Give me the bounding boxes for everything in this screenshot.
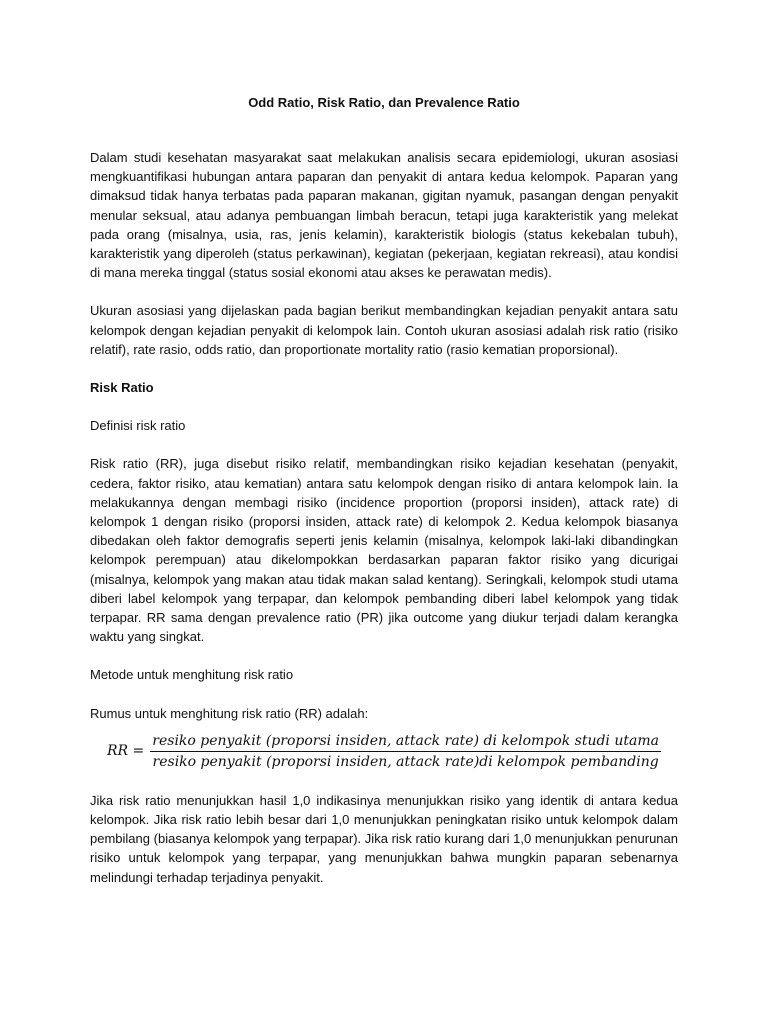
intro-paragraph-1: Dalam studi kesehatan masyarakat saat melakukan analisis secara epidemiologi, ukuran asosiasi mengkuantifikasi hubungan antara paparan dan penyakit di antara kedua kelompok. Paparan yang dimaksud tidak hanya terbatas pada paparan makanan, gigitan nyamuk, pasangan dengan penyakit menular seksual, atau adanya pembuangan limbah beracun, tetapi juga karakteristik yang melekat pada orang (misalnya, usia, ras, jenis kelamin), karakteristik biologis (status kekebalan tubuh), karakteristik yang diperoleh (status perkawinan), kegiatan (pekerjaan, kegiatan rekreasi), atau kondisi di mana mereka tinggal (status sosial ekonomi atau akses ke perawatan medis). [90,150,678,281]
formula-intro: Rumus untuk menghitung risk ratio (RR) adalah: [90,705,369,721]
method-heading: Metode untuk menghitung risk ratio [90,667,294,683]
risk-ratio-heading: Risk Ratio [90,380,154,396]
definition-heading: Definisi risk ratio [90,418,186,434]
interpretation-paragraph: Jika risk ratio menunjukkan hasil 1,0 indikasinya menunjukkan risiko yang identik di antara kedua kelompok. Jika risk ratio lebih besar dari 1,0 menunjukkan peningkatan risiko untuk kelompok dalam pembilang (biasanya kelompok yang terpapar). Jika risk ratio kurang dari 1,0 menunjukkan penurunan risiko untuk kelompok yang terpapar, yang menunjukkan bahwa mungkin paparan sebenarnya melindungi terhadap terjadinya penyakit. [90,792,678,885]
document-title: Odd Ratio, Risk Ratio, dan Prevalence Ratio [248,95,520,110]
risk-ratio-formula [90,731,678,772]
intro-paragraph-2: Ukuran asosiasi yang dijelaskan pada bagian berikut membandingkan kejadian penyakit antara satu kelompok dengan kejadian penyakit di kelompok lain. Contoh ukuran asosiasi adalah risk ratio (risiko relatif), rate rasio, odds ratio, dan proportionate mortality ratio (rasio kematian proporsional). [90,303,678,357]
definition-paragraph: Risk ratio (RR), juga disebut risiko relatif, membandingkan risiko kejadian kesehatan (penyakit, cedera, faktor risiko, atau kematian) antara satu kelompok dengan risiko di antara kelompok lain. Ia melakukannya dengan membagi risiko (incidence proportion (proporsi insiden), attack rate) di kelompok 1 dengan risiko (proporsi insiden, attack rate) di kelompok 2. Kedua kelompok biasanya dibedakan oleh faktor demografis seperti jenis kelamin (misalnya, kelompok laki-laki dibandingkan kelompok perempuan) atau dikelompokkan berdasarkan paparan faktor risiko yang dicurigai (misalnya, kelompok yang makan atau tidak makan salad kentang). Seringkali, kelompok studi utama diberi label kelompok yang terpapar, dan kelompok pembanding diberi label kelompok yang tidak terpapar. RR sama dengan prevalence ratio (PR) jika outcome yang diukur terjadi dalam kerangka waktu yang singkat. [90,456,678,645]
formula-fraction [150,731,661,772]
document-body [90,148,678,906]
formula-numerator: resiko penyakit (proporsi insiden, attack rate) di kelompok studi utama [150,731,661,752]
formula-lhs: RR = [107,742,145,759]
formula-denominator: resiko penyakit (proporsi insiden, attack rate)di kelompok pembanding [152,753,659,770]
